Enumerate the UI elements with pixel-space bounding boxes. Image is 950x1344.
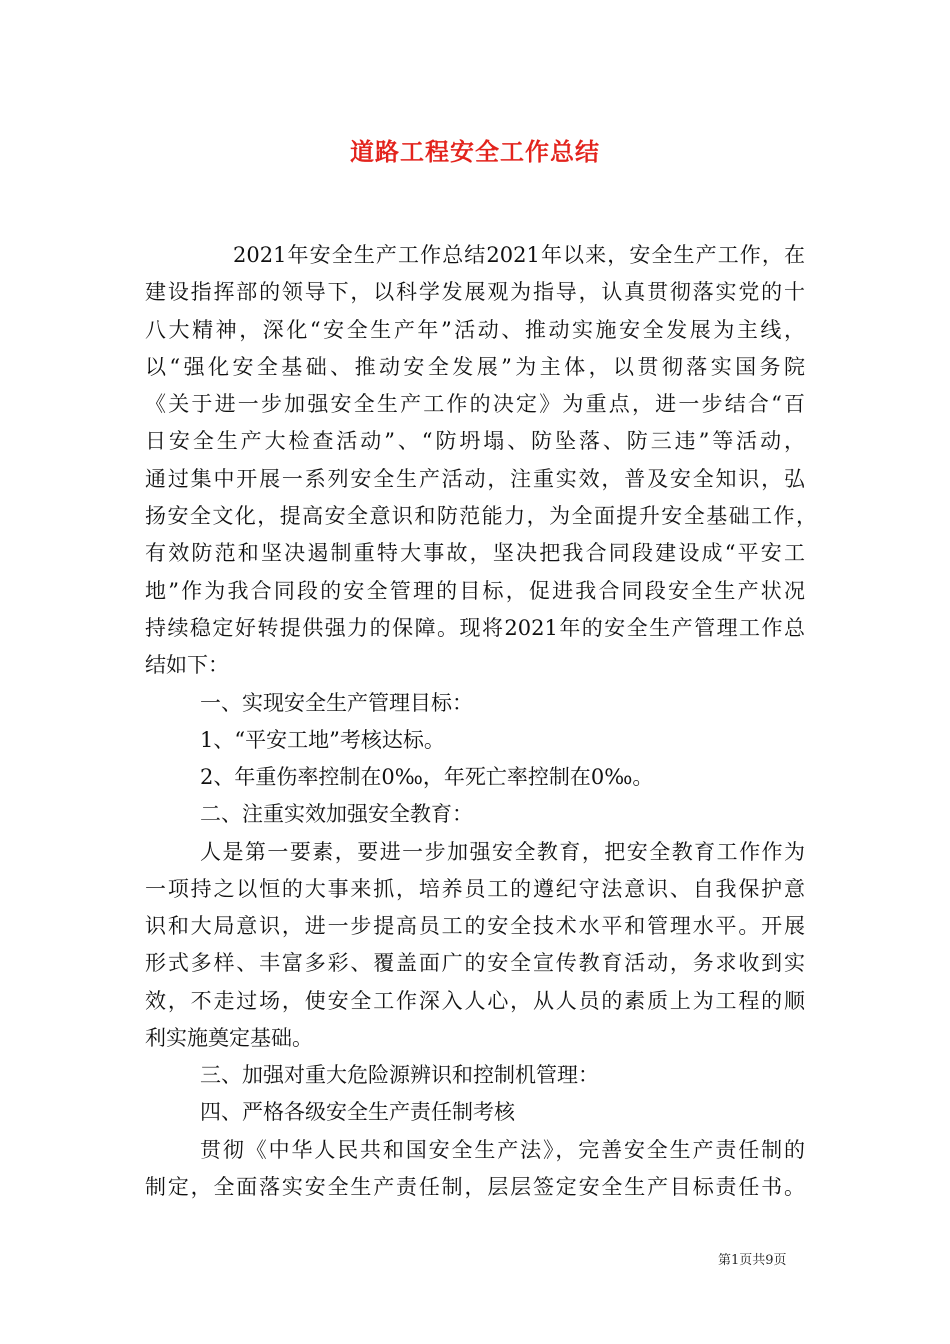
paragraph-line: 效，不走过场，使安全工作深入人心，从人员的素质上为工程的顺 <box>145 989 805 1013</box>
paragraph-line: 形式多样、丰富多彩、覆盖面广的安全宣传教育活动，务求收到实 <box>145 951 805 975</box>
paragraph-line: 结如下： <box>145 653 229 677</box>
paragraph-line: 建设指挥部的领导下，以科学发展观为指导，认真贯彻落实党的十 <box>145 280 805 304</box>
page-number: 第1页共9页 <box>718 1253 787 1268</box>
paragraph-line: 利实施奠定基础。 <box>145 1026 313 1050</box>
paragraph-line: 一项持之以恒的大事来抓，培养员工的遵纪守法意识、自我保护意 <box>145 877 805 901</box>
paragraph-line: 识和大局意识，进一步提高员工的安全技术水平和管理水平。开展 <box>145 914 805 938</box>
paragraph-line: 以“强化安全基础、推动安全发展”为主体，以贯彻落实国务院 <box>145 355 805 379</box>
paragraph-line: 《关于进一步加强安全生产工作的决定》为重点，进一步结合“百 <box>145 392 805 416</box>
paragraph-line: 持续稳定好转提供强力的保障。现将2021年的安全生产管理工作总 <box>145 616 805 640</box>
list-item: 2、年重伤率控制在0‰，年死亡率控制在0‰。 <box>200 765 654 789</box>
paragraph-line: 八大精神，深化“安全生产年”活动、推动实施安全发展为主线， <box>145 318 805 342</box>
paragraph-line: 地”作为我合同段的安全管理的目标，促进我合同段安全生产状况 <box>145 579 805 603</box>
section-heading: 四、严格各级安全生产责任制考核 <box>200 1100 515 1124</box>
paragraph-line: 通过集中开展一系列安全生产活动，注重实效，普及安全知识，弘 <box>145 467 805 491</box>
paragraph-line: 制定，全面落实安全生产责任制，层层签定安全生产目标责任书。 <box>145 1175 805 1199</box>
paragraph-line: 有效防范和坚决遏制重特大事故，坚决把我合同段建设成“平安工 <box>145 541 805 565</box>
section-heading: 一、实现安全生产管理目标： <box>200 691 473 715</box>
section-heading: 二、注重实效加强安全教育： <box>200 802 473 826</box>
list-item: 1、“平安工地”考核达标。 <box>200 728 445 752</box>
paragraph-line: 日安全生产大检查活动”、“防坍塌、防坠落、防三违”等活动， <box>145 429 805 453</box>
paragraph-line: 2021年安全生产工作总结2021年以来，安全生产工作，在 <box>233 243 805 267</box>
section-heading: 三、加强对重大危险源辨识和控制机管理： <box>200 1063 599 1087</box>
paragraph-line: 人是第一要素，要进一步加强安全教育，把安全教育工作作为 <box>200 840 805 864</box>
paragraph-line: 扬安全文化，提高安全意识和防范能力，为全面提升安全基础工作， <box>145 504 817 528</box>
document-title: 道路工程安全工作总结 <box>350 137 600 166</box>
paragraph-line: 贯彻《中华人民共和国安全生产法》，完善安全生产责任制的 <box>200 1138 805 1162</box>
